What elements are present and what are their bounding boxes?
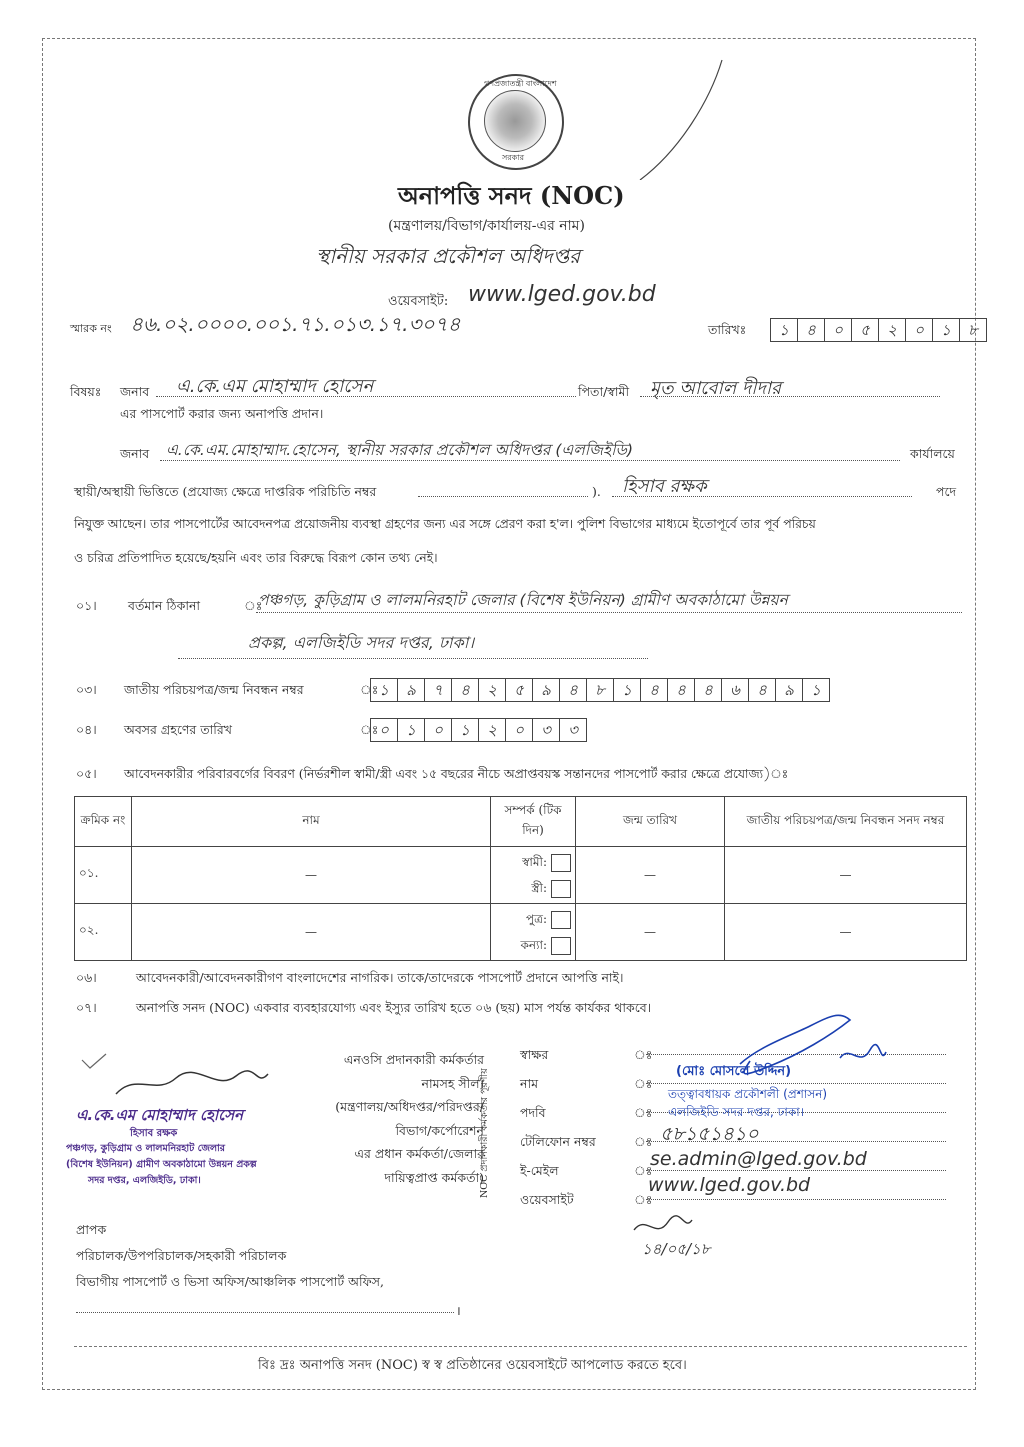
date-digit-box: ০ (824, 318, 852, 342)
row1-nid: — (725, 847, 967, 904)
address-dots-2 (178, 658, 648, 659)
dots-web (646, 1199, 946, 1200)
decl6-num: ০৬। (76, 970, 97, 985)
date-digit-box: ২ (878, 318, 906, 342)
retirement-digit-box: ৩ (532, 718, 560, 742)
father-label: পিতা/স্বামী (578, 384, 630, 399)
date-digit-box: ১ (770, 318, 798, 342)
item3-colon: ঃ (360, 682, 379, 697)
father-name-hw: মৃত আবোল দীদার (650, 378, 782, 399)
row2-nid: — (725, 904, 967, 961)
table-row (75, 904, 967, 961)
initial-signature (628, 1210, 698, 1250)
officer-line-3: (মন্ত্রণালয়/অধিদপ্তর/পরিদপ্তর/ (335, 1099, 484, 1114)
vertical-label: NOC প্রদানকারী কর্মকর্তার পূরণীয় (479, 1068, 490, 1198)
nid-digit-box: ৯ (775, 678, 803, 702)
date-digit-box: ০ (905, 318, 933, 342)
body-janab: জনাব (120, 446, 150, 461)
emblem-icon (484, 90, 546, 152)
office-suffix: কার্যালয়ে (910, 446, 955, 461)
recipient-line1: পরিচালক/উপপরিচালক/সহকারী পরিচালক (76, 1248, 287, 1263)
col-relation: সম্পর্ক (টিক দিন) (491, 797, 576, 847)
body-line2: স্থায়ী/অস্থায়ী ভিত্তিতে (প্রযোজ্য ক্ষেত্রে দাপ্তরিক পরিচিতি নম্বর (74, 484, 377, 499)
row2-name: — (132, 904, 491, 961)
officer-line-2: নামসহ সীল। (421, 1075, 484, 1091)
phone-hw: ৫৮১৫১৪১০ (660, 1123, 759, 1145)
recipient-line2: বিভাগীয় পাসপোর্ট ও ভিসা অফিস/আঞ্চলিক পাসপোর্ট অফিস, (76, 1274, 384, 1289)
nid-digit-box: ৪ (640, 678, 668, 702)
website-officer-hw: www.lged.gov.bd (648, 1174, 811, 1196)
post-suffix: পদে (936, 484, 957, 499)
dots-email (646, 1170, 946, 1171)
subject-line2: এর পাসপোর্ট করার জন্য অনাপত্তি প্রদান। (120, 406, 324, 421)
address-hw-2: প্রকল্প, এলজিইডি সদর দপ্তর, ঢাকা। (248, 633, 475, 652)
website-handwritten: www.lged.gov.bd (468, 282, 656, 307)
item1-label: বর্তমান ঠিকানা (128, 598, 201, 613)
recipient-dots (76, 1312, 454, 1313)
date-digit-box: ৪ (797, 318, 825, 342)
sep-1: ঃ (634, 1047, 653, 1062)
officer-desc (316, 1048, 484, 1189)
nid-digit-box: ৫ (505, 678, 533, 702)
applicant-stamp (66, 1100, 298, 1222)
col-name: নাম (132, 797, 491, 847)
sep-2: ঃ (634, 1076, 653, 1091)
officer-line-4: বিভাগ/কর্পোরেশন (395, 1122, 484, 1138)
sep-4: ঃ (634, 1134, 653, 1149)
row1-dob: — (576, 847, 725, 904)
applicant-signature (106, 1066, 276, 1106)
government-seal (468, 74, 564, 170)
field-email: ই-মেইল (520, 1163, 559, 1178)
row1-name: — (132, 847, 491, 904)
date-digit-box: ১ (932, 318, 960, 342)
subject-label: বিষয়ঃ (70, 384, 102, 399)
col-dob: জন্ম তারিখ (576, 797, 725, 847)
name-dots (156, 396, 576, 397)
father-dots (640, 396, 940, 397)
husband-checkbox[interactable] (551, 854, 571, 872)
officer-line-6: দায়িত্বপ্রাপ্ত কর্মকর্তা) (384, 1169, 484, 1185)
retirement-digit-box: ১ (397, 718, 425, 742)
date-digit-box: ৮ (959, 318, 987, 342)
stamp-line4: সদর দপ্তর, এলজিইডি, ঢাকা। (88, 1175, 201, 1186)
recipient-label: প্রাপক (76, 1222, 107, 1237)
date-digit-box: ৫ (851, 318, 879, 342)
nid-digit-box: ৪ (694, 678, 722, 702)
item4-colon: ঃ (360, 722, 379, 737)
nid-digit-box: ৪ (451, 678, 479, 702)
retirement-digit-box: ০ (505, 718, 533, 742)
body-line4: ও চরিত্র প্রতিপাদিত হয়েছে/হয়নি এবং তার বিরুদ্ধে বিরূপ কোন তথ্য নেই। (74, 550, 438, 565)
family-table (74, 796, 967, 961)
seal-top-text: গণপ্রজাতন্ত্রী বাংলাদেশ (484, 79, 557, 88)
memo-number: ৪৬.০২.০০০০.০০১.৭১.০১৩.১৭.৩০৭৪ (130, 312, 461, 336)
item3-label: জাতীয় পরিচয়পত্র/জন্ম নিবন্ধন নম্বর (124, 682, 304, 697)
sep-3: ঃ (634, 1105, 653, 1120)
website-label: ওয়েবসাইট: (388, 294, 449, 309)
field-signature: স্বাক্ষর (520, 1047, 549, 1062)
col-serial: ক্রমিক নং (75, 797, 132, 847)
initial-date-hw: ১৪/০৫/১৮ (642, 1240, 711, 1258)
post-dots (612, 496, 912, 497)
nid-boxes (370, 678, 829, 702)
recipient-line3-end: । (456, 1303, 461, 1318)
page-title: অনাপত্তি সনদ (NOC) (398, 181, 625, 210)
rel-husband-label: স্বামী: (522, 855, 547, 869)
officer-line-1: এনওসি প্রদানকারী কর্মকর্তার (343, 1052, 484, 1067)
officer-signature (700, 1006, 890, 1096)
officer-line-5: এর প্রধান কর্মকর্তা/জেলার (354, 1146, 484, 1161)
field-designation: পদবি (520, 1105, 546, 1120)
address-dots-1 (256, 612, 962, 613)
post-hw: হিসাব রক্ষক (622, 476, 707, 497)
body-name-office-hw: এ.কে.এম.মোহাম্মাদ.হোসেন, স্থানীয় সরকার প্রকৌশল অধিদপ্তর (এলজিইডি) (166, 441, 634, 459)
nid-digit-box: ৯ (532, 678, 560, 702)
nid-digit-box: ৭ (424, 678, 452, 702)
body-line2-close: ). (592, 484, 601, 499)
date-boxes (770, 318, 986, 342)
email-hw: se.admin@lged.gov.bd (650, 1148, 867, 1170)
row2-dob: — (576, 904, 725, 961)
rel-wife-label: স্ত্রী: (531, 881, 547, 895)
stamp-line3: (বিশেষ ইউনিয়ন) গ্রামীণ অবকাঠামো উন্নয়ন প্রকল্প (66, 1159, 257, 1170)
nid-digit-box: ৪ (559, 678, 587, 702)
field-name: নাম (520, 1076, 539, 1091)
date-label: তারিখঃ (708, 322, 747, 337)
body-dots-1 (160, 460, 900, 461)
footer-note: বিঃ দ্রঃ অনাপত্তি সনদ (NOC) স্ব স্ব প্রতিষ্ঠানের ওয়েবসাইটে আপলোড করতে হবে। (258, 1358, 687, 1373)
seal-bottom-text: সরকার (502, 153, 525, 162)
subtitle: (মন্ত্রণালয়/বিভাগ/কার্যালয়-এর নাম) (388, 218, 585, 234)
officer-name-stamp: (মোঃ মোসলে উদ্দিন) (676, 1064, 792, 1079)
retirement-digit-box: ১ (451, 718, 479, 742)
row1-serial: ০১. (75, 847, 132, 904)
officer-designation-stamp: তত্ত্বাবধায়ক প্রকৌশলী (প্রশাসন) (668, 1087, 828, 1101)
address-hw-1: পঞ্চগড়, কুড়িগ্রাম ও লালমনিরহাট জেলার (বিশেষ ইউনিয়ন) গ্রামীণ অবকাঠামো উন্নয়ন (258, 591, 788, 609)
row2-relation (491, 904, 576, 961)
stamp-line2: পঞ্চগড়, কুড়িগ্রাম ও লালমনিরহাট জেলার (66, 1143, 226, 1154)
nid-digit-box: ১ (613, 678, 641, 702)
nid-digit-box: ৮ (586, 678, 614, 702)
wife-checkbox[interactable] (551, 880, 571, 898)
rel-son-label: পুত্র: (525, 912, 547, 926)
item4-label: অবসর গ্রহণের তারিখ (124, 722, 232, 737)
footer-divider (74, 1346, 967, 1347)
retirement-digit-box: ২ (478, 718, 506, 742)
item1-num: ০১। (76, 598, 97, 613)
office-name-handwritten: স্থানীয় সরকার প্রকৌশল অধিদপ্তর (316, 244, 581, 268)
item1-colon: ঃ (244, 598, 263, 613)
item5-label: আবেদনকারীর পরিবারবর্গের বিবরণ (নির্ভরশীল স্বামী/স্ত্রী এবং ১৫ বছরের নীচে অপ্রাপ্তবয়স্ক সন্তানদের পাসপোর্ট করার ক্ষেত্রে প্রযোজ্য)ঃ (124, 767, 789, 781)
decl7-num: ০৭। (76, 1000, 97, 1015)
row2-serial: ০২. (75, 904, 132, 961)
field-phone: টেলিফোন নম্বর (520, 1134, 596, 1149)
nid-digit-box: ৪ (748, 678, 776, 702)
check-mark (80, 1052, 110, 1072)
nid-digit-box: ২ (478, 678, 506, 702)
janab-label: জনাব (120, 384, 150, 399)
decl6-text: আবেদনকারী/আবেদনকারীগণ বাংলাদেশের নাগরিক। তাকে/তাদেরকে পাসপোর্ট প্রদানে আপত্তি নাই। (136, 970, 624, 985)
retirement-digit-box: ০ (370, 718, 398, 742)
decl7-text: অনাপত্তি সনদ (NOC) একবার ব্যবহারযোগ্য এবং ইস্যুর তারিখ হতে ০৬ (ছয়) মাস পর্যন্ত কার্যকর থাকবে। (136, 1000, 652, 1015)
body-line3: নিযুক্ত আছেন। তার পাসপোর্টের আবেদনপত্র প্রয়োজনীয় ব্যবস্থা গ্রহণের জন্য এর সঙ্গে প্রেরণ করা হ'ল। পুলিশ বিভাগের মাধ্যমে ইতোপূর্বে তার পূর্ব পরিচয় (74, 517, 816, 531)
item3-num: ০৩। (76, 682, 97, 697)
stray-pen-mark (600, 40, 740, 180)
item5-num: ০৫। (76, 766, 97, 781)
retirement-digit-box: ৩ (559, 718, 587, 742)
memo-label: স্মারক নং (70, 322, 112, 335)
id-dots (418, 496, 588, 497)
son-checkbox[interactable] (551, 911, 571, 929)
field-website: ওয়েবসাইট (520, 1192, 574, 1207)
stamp-name: এ.কে.এম মোহাম্মাদ হোসেন (76, 1106, 244, 1124)
applicant-name-hw: এ.কে.এম মোহাম্মাদ হোসেন (176, 376, 374, 397)
sep-6: ঃ (634, 1192, 653, 1207)
nid-digit-box: ৪ (667, 678, 695, 702)
item4-num: ০৪। (76, 722, 97, 737)
nid-digit-box: ৯ (397, 678, 425, 702)
col-nid: জাতীয় পরিচয়পত্র/জন্ম নিবন্ধন সনদ নম্বর (725, 797, 967, 847)
nid-digit-box: ৬ (721, 678, 749, 702)
rel-daughter-label: কন্যা: (520, 938, 547, 952)
row1-relation (491, 847, 576, 904)
officer-office-stamp: এলজিইডি সদর দপ্তর, ঢাকা। (668, 1105, 805, 1119)
daughter-checkbox[interactable] (551, 937, 571, 955)
nid-digit-box: ১ (370, 678, 398, 702)
nid-digit-box: ১ (802, 678, 830, 702)
table-row (75, 847, 967, 904)
sep-5: ঃ (634, 1163, 653, 1178)
retirement-date-boxes (370, 718, 586, 742)
stamp-line1: হিসাব রক্ষক (130, 1128, 178, 1139)
retirement-digit-box: ০ (424, 718, 452, 742)
officer-field-labels (520, 1040, 596, 1214)
